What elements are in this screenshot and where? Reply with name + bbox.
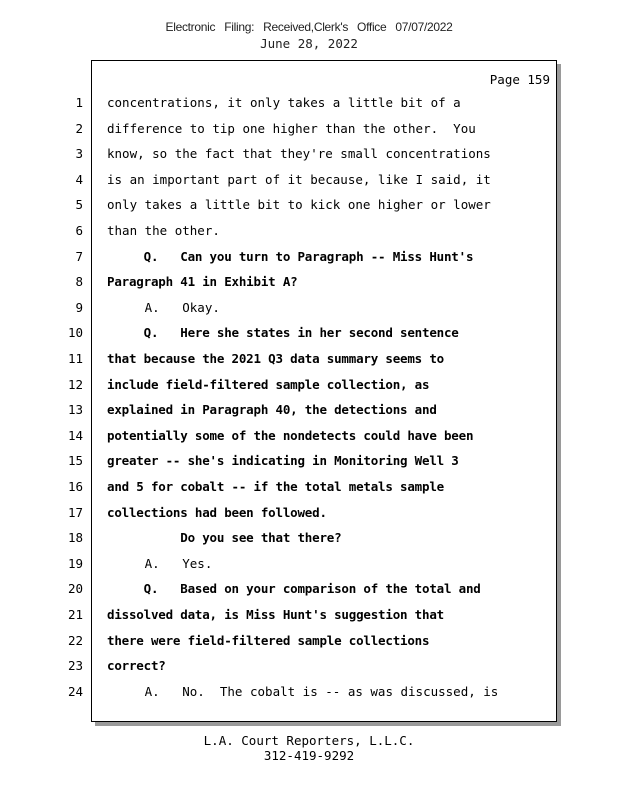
line-number: 23 <box>67 658 83 673</box>
transcript-line-text: explained in Paragraph 40, the detections and <box>107 402 437 417</box>
line-number: 12 <box>67 377 83 392</box>
transcript-line-text: that because the 2021 Q3 data summary seems to <box>107 351 444 366</box>
line-number: 13 <box>67 402 83 417</box>
transcript-line-text: correct? <box>107 658 166 673</box>
reporter-phone: 312-419-9292 <box>263 748 355 763</box>
line-number: 1 <box>75 95 83 110</box>
line-number: 2 <box>75 121 83 136</box>
line-number: 7 <box>75 249 83 264</box>
transcript-line-text: A. No. The cobalt is -- as was discussed, is <box>107 684 499 699</box>
transcript-line-text: Q. Can you turn to Paragraph -- Miss Hunt's <box>107 249 474 264</box>
line-number: 16 <box>67 479 83 494</box>
transcript-line-text: include field-filtered sample collection, as <box>107 377 430 392</box>
line-number: 21 <box>67 607 83 622</box>
transcript-line-text: only takes a little bit to kick one higher or lower <box>107 197 491 212</box>
transcript-line-text: Do you see that there? <box>107 530 342 545</box>
transcript-line-text: is an important part of it because, like I said, it <box>107 172 491 187</box>
transcript-line-text: Q. Based on your comparison of the total and <box>107 581 481 596</box>
transcript-line-text: Paragraph 41 in Exhibit A? <box>107 274 298 289</box>
page-number: Page 159 <box>489 72 550 87</box>
line-number: 17 <box>67 505 83 520</box>
transcript-line-text: dissolved data, is Miss Hunt's suggestion that <box>107 607 444 622</box>
line-number: 10 <box>67 325 83 340</box>
line-number: 20 <box>67 581 83 596</box>
line-number: 15 <box>67 453 83 468</box>
transcript-line-text: greater -- she's indicating in Monitoring Well 3 <box>107 453 459 468</box>
line-number: 11 <box>67 351 83 366</box>
line-number: 4 <box>75 172 83 187</box>
line-number: 5 <box>75 197 83 212</box>
line-number: 9 <box>75 300 83 315</box>
line-number: 14 <box>67 428 83 443</box>
line-number: 3 <box>75 146 83 161</box>
transcript-line-text: and 5 for cobalt -- if the total metals sample <box>107 479 444 494</box>
filing-stamp: Electronic Filing: Received,Clerk's Office 07/07/2022 <box>165 20 453 34</box>
transcript-line-text: A. Yes. <box>107 556 213 571</box>
transcript-line-text: A. Okay. <box>107 300 220 315</box>
transcript-line-text: than the other. <box>107 223 220 238</box>
transcript-line-text: there were field-filtered sample collections <box>107 633 430 648</box>
transcript-line-text: concentrations, it only takes a little bit of a <box>107 95 461 110</box>
line-number: 22 <box>67 633 83 648</box>
transcript-line-text: collections had been followed. <box>107 505 327 520</box>
line-number: 18 <box>67 530 83 545</box>
transcript-line-text: difference to tip one higher than the other. You <box>107 121 476 136</box>
transcript-line-text: know, so the fact that they're small concentrations <box>107 146 491 161</box>
transcript-line-text: potentially some of the nondetects could have been <box>107 428 474 443</box>
transcript-date: June 28, 2022 <box>260 36 358 51</box>
line-number: 8 <box>75 274 83 289</box>
line-number: 24 <box>67 684 83 699</box>
transcript-line-text: Q. Here she states in her second sentence <box>107 325 459 340</box>
line-number: 19 <box>67 556 83 571</box>
line-number: 6 <box>75 223 83 238</box>
reporter-name: L.A. Court Reporters, L.L.C. <box>203 733 415 748</box>
